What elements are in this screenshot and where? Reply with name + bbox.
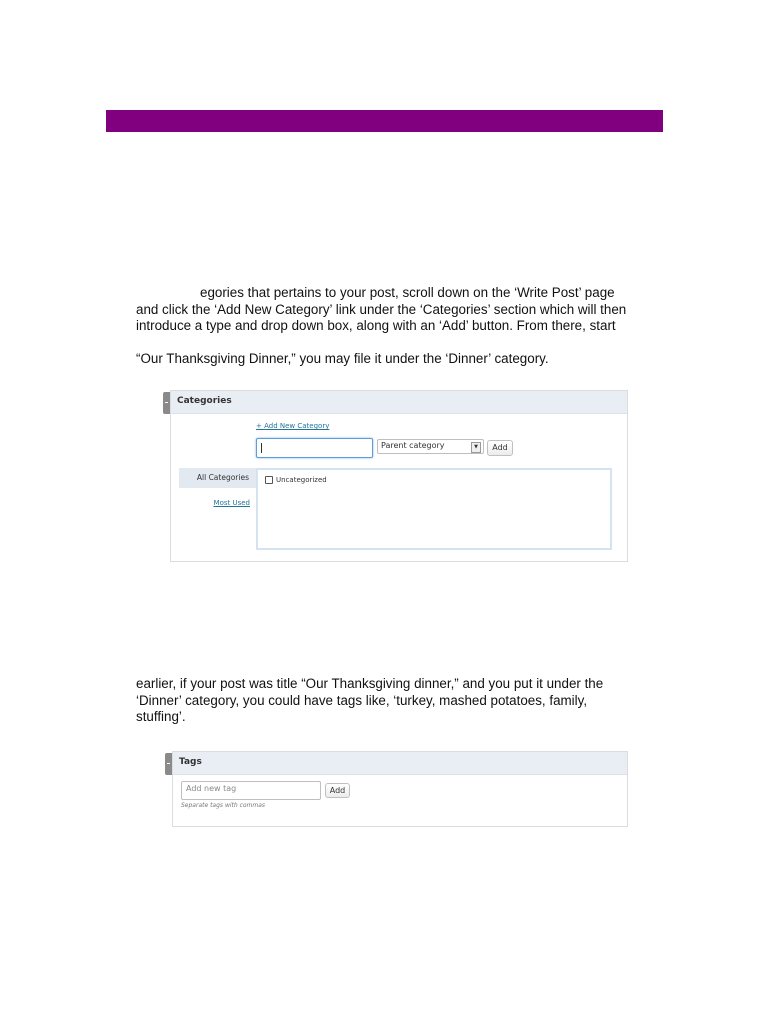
paragraph-line: introduce a type and drop down box, along with an ‘Add’ button. From there, start xyxy=(136,318,616,334)
paragraph-line: stuffing’. xyxy=(136,709,186,725)
parent-category-select[interactable] xyxy=(377,439,484,454)
collapse-handle-icon[interactable] xyxy=(163,392,170,414)
add-category-button[interactable]: Add xyxy=(487,440,513,456)
tags-hint: Separate tags with commas xyxy=(181,802,266,809)
category-label: Uncategorized xyxy=(276,476,327,484)
new-tag-input[interactable]: Add new tag xyxy=(181,781,321,800)
paragraph-line: ‘Dinner’ category, you could have tags like, ‘turkey, mashed potatoes, family, xyxy=(136,692,588,708)
parent-category-value: Parent category xyxy=(381,441,445,450)
collapse-handle-icon[interactable] xyxy=(165,753,172,775)
paragraph-line xyxy=(136,335,656,352)
tags-panel-header[interactable] xyxy=(173,752,627,775)
tags-title: Tags xyxy=(179,757,202,767)
categories-title: Categories xyxy=(177,396,232,406)
category-checklist xyxy=(256,468,612,550)
paragraph-1 xyxy=(136,285,656,368)
text-cursor xyxy=(261,443,262,453)
paragraph-line: earlier, if your post was title “Our Thanksgiving dinner,” and you put it under the xyxy=(136,676,604,691)
tab-all-categories[interactable]: All Categories xyxy=(179,468,256,488)
categories-panel xyxy=(170,390,628,562)
paragraph-line: egories that pertains to your post, scroll down on the ‘Write Post’ page xyxy=(200,285,615,300)
add-new-category-link[interactable]: + Add New Category xyxy=(256,422,330,430)
header-banner xyxy=(106,110,663,132)
tags-panel xyxy=(172,751,628,827)
tab-most-used[interactable]: Most Used xyxy=(213,499,250,507)
chevron-down-icon[interactable]: ▼ xyxy=(471,442,481,453)
checkbox-uncategorized[interactable] xyxy=(265,476,273,484)
list-item[interactable] xyxy=(265,476,327,484)
paragraph-line: “Our Thanksgiving Dinner,” you may file it under the ‘Dinner’ category. xyxy=(136,351,549,367)
add-tag-button[interactable]: Add xyxy=(325,783,350,798)
categories-panel-header[interactable] xyxy=(171,391,627,414)
paragraph-line: and click the ‘Add New Category’ link under the ‘Categories’ section which will then xyxy=(136,301,627,317)
new-category-input[interactable] xyxy=(256,438,373,458)
paragraph-2 xyxy=(136,676,656,726)
